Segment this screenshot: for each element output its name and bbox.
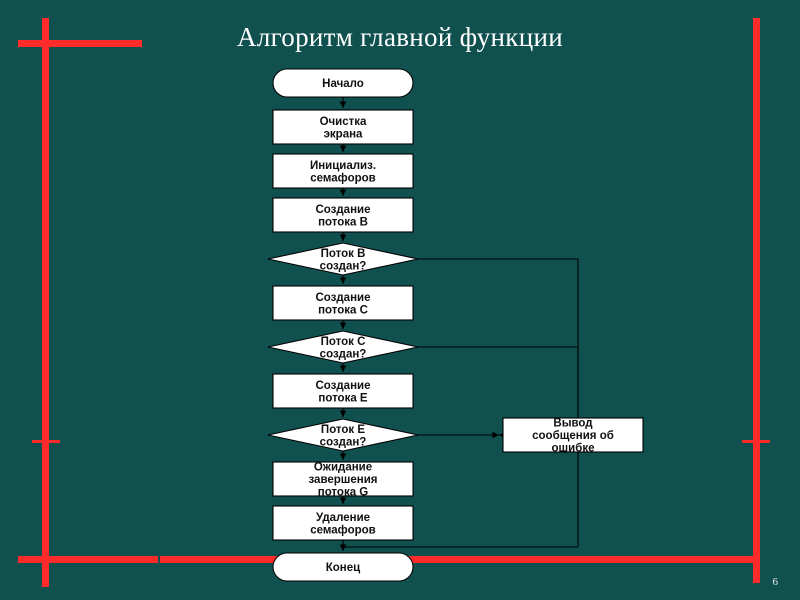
flow-node-clear <box>273 110 413 144</box>
flow-node-end <box>273 553 413 581</box>
svg-text:Конец: Конец <box>325 562 361 574</box>
svg-text:Удалениесемафоров: Удаление семафоров <box>310 511 376 537</box>
flow-node-start <box>273 69 413 97</box>
svg-text:Поток Bсоздан?: Поток B создан? <box>319 247 367 273</box>
svg-text:Начало: Начало <box>322 78 364 90</box>
flow-node-delsem <box>273 506 413 540</box>
svg-text:Созданиепотока C: Создание потока C <box>315 291 371 317</box>
svg-text:Созданиепотока E: Создание потока E <box>315 379 371 405</box>
flowchart-nodes <box>268 69 643 581</box>
svg-text:Инициализ.семафоров: Инициализ. семафоров <box>309 159 377 185</box>
flow-node-checkC <box>268 331 418 363</box>
svg-text:Выводсообщения обошибке: Вывод сообщения об ошибке <box>532 417 614 455</box>
svg-text:Очисткаэкрана: Очистка экрана <box>319 115 367 141</box>
flow-node-waitG <box>273 462 413 499</box>
flow-node-checkE <box>268 419 418 451</box>
flow-node-initsem <box>273 154 413 188</box>
flow-node-createB <box>273 198 413 232</box>
flow-node-createE <box>273 374 413 408</box>
svg-text:Ожиданиезавершенияпотока G: Ожидание завершения потока G <box>308 461 378 499</box>
page-title: Алгоритм главной функции <box>237 22 563 52</box>
flow-node-createC <box>273 286 413 320</box>
svg-text:Поток Cсоздан?: Поток C создан? <box>319 335 367 361</box>
svg-text:Созданиепотока B: Создание потока B <box>315 203 371 229</box>
slide-number: 6 <box>772 576 778 588</box>
flow-node-checkB <box>268 243 418 275</box>
flow-node-errmsg <box>503 418 643 455</box>
svg-text:Поток Eсоздан?: Поток E создан? <box>319 423 367 449</box>
